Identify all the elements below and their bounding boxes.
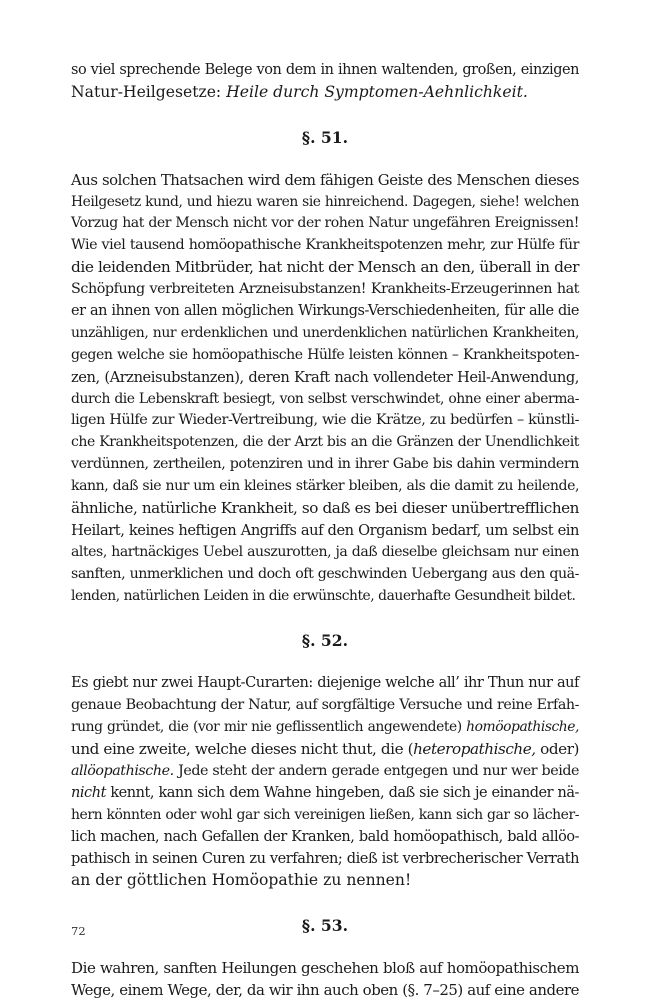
- text-line: Vorzug hat der Mensch nicht vor der rohen Natur ungefähren Ereignissen!: [71, 215, 579, 232]
- text-line: rung gründet, die (vor mir nie geflissentlich angewendete) homöopathische,: [71, 719, 579, 736]
- text-line: Schöpfung verbreiteten Arzneisubstanzen! Krankheits-Erzeugerinnen hat: [71, 281, 579, 298]
- text-line: che Krankheitspotenzen, die der Arzt bis an die Gränzen der Unendlichkeit: [71, 434, 579, 451]
- text-line: allöopathische. Jede steht der andern gerade entgegen und nur wer beide: [71, 762, 579, 779]
- text-line: die leidenden Mitbrüder, hat nicht der Mensch an den, überall in der: [71, 258, 579, 277]
- text-line: ligen Hülfe zur Wieder-Vertreibung, wie die Krätze, zu bedürfen – künstli-: [71, 412, 579, 429]
- text-line: sanften, unmerklichen und doch oft geschwinden Uebergang aus den quä-: [71, 565, 579, 582]
- text-line: Wege, einem Wege, der, da wir ihn auch oben (§. 7–25) auf eine andere: [71, 981, 579, 1000]
- text-line: altes, hartnäckiges Uebel auszurotten, ja daß dieselbe gleichsam nur einen: [71, 543, 579, 560]
- text-line: nicht kennt, kann sich dem Wahne hingeben, daß sie sich je einander nä-: [71, 784, 579, 801]
- text-line: Wie viel tausend homöopathische Krankheitspotenzen mehr, zur Hülfe für: [71, 237, 579, 254]
- text-line: lich machen, nach Gefallen der Kranken, bald homöopathisch, bald allöo-: [71, 828, 579, 845]
- text-line: und eine zweite, welche dieses nicht thut, die (heteropathische, oder): [71, 740, 579, 759]
- paragraph: [71, 673, 579, 892]
- text-line: kann, daß sie nur um ein kleines stärker bleiben, als die damit zu heilende,: [71, 478, 579, 495]
- text-line: Es giebt nur zwei Haupt-Curarten: diejenige welche all’ ihr Thun nur auf: [71, 675, 579, 692]
- text-line: genaue Beobachtung der Natur, auf sorgfältige Versuche und reine Erfah-: [71, 697, 579, 714]
- text-line: ähnliche, natürliche Krankheit, so daß es bei dieser unübertrefflichen: [71, 499, 579, 518]
- text-line: er an ihnen von allen möglichen Wirkungs-Verschiedenheiten, für alle die: [71, 303, 579, 320]
- page-number: 72: [71, 924, 86, 938]
- text-line: Heilgesetz kund, und hiezu waren sie hinreichend. Dagegen, siehe! welchen: [71, 193, 579, 210]
- emphasis: heteropathische,: [413, 740, 536, 759]
- text-line: pathisch in seinen Curen zu verfahren; dieß ist verbrecherischer Verrath: [71, 850, 579, 867]
- text-line: hern könnten oder wohl gar sich vereinigen ließen, kann sich gar so lächer-: [71, 806, 579, 823]
- text-line: gegen welche sie homöopathische Hülfe leisten können – Krankheitspoten-: [71, 346, 579, 363]
- text-line: Natur-Heilgesetze: Heile durch Symptomen-Aehnlichkeit.: [71, 82, 528, 101]
- text-line: lenden, natürlichen Leiden in die erwünschte, dauerhafte Gesundheit bildet.: [71, 587, 576, 604]
- section-heading: §. 53.: [301, 916, 349, 936]
- text-line: Heilart, keines heftigen Angriffs auf den Organism bedarf, um selbst ein: [71, 521, 579, 539]
- text-line: Die wahren, sanften Heilungen geschehen bloß auf homöopathischem: [71, 959, 579, 978]
- text-line: verdünnen, zertheilen, potenziren und in ihrer Gabe bis dahin vermindern: [71, 456, 579, 473]
- text-column: [71, 60, 579, 1002]
- text-line: unzähligen, nur erdenklichen und unerdenklichen natürlichen Krankheiten,: [71, 324, 579, 341]
- paragraph: [71, 958, 579, 1002]
- text-line: durch die Lebenskraft besiegt, von selbst verschwindet, ohne einer aberma-: [71, 390, 579, 407]
- text-line: an der göttlichen Homöopathie zu nennen!: [71, 871, 412, 890]
- text-line: so viel sprechende Belege von dem in ihnen waltenden, großen, einzigen: [71, 62, 579, 78]
- emphasis: Heile durch Symptomen-Aehnlichkeit.: [226, 82, 528, 101]
- text-line: zen, (Arzneisubstanzen), deren Kraft nach vollendeter Heil-Anwendung,: [71, 368, 579, 386]
- emphasis: allöopathische.: [71, 762, 174, 779]
- emphasis: homöopathische,: [466, 719, 579, 736]
- emphasis: nicht: [71, 784, 106, 801]
- text-line: Aus solchen Thatsachen wird dem fähigen Geiste des Menschen dieses: [71, 170, 579, 189]
- section-heading: §. 52.: [301, 631, 349, 651]
- paragraph: [71, 170, 579, 608]
- section-heading: §. 51.: [301, 127, 349, 147]
